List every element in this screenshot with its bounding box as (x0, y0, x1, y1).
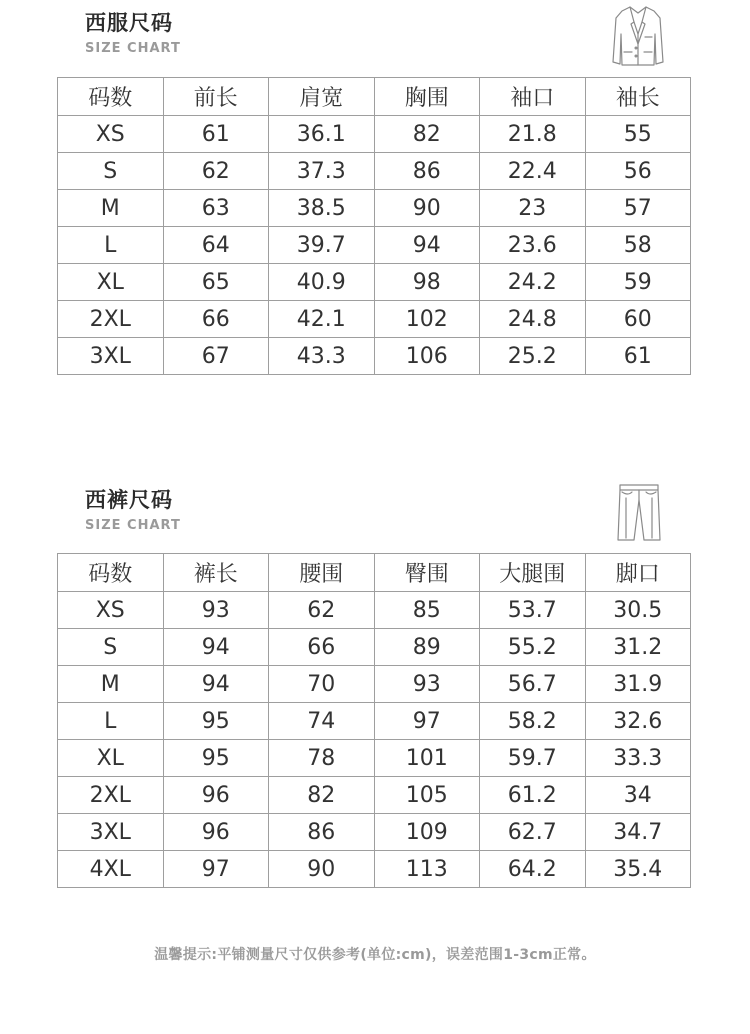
table-cell: 94 (163, 629, 269, 666)
table-row (58, 227, 691, 264)
table-cell: L (58, 703, 164, 740)
table-row (58, 814, 691, 851)
table-cell: 63 (163, 190, 269, 227)
table-cell: XL (58, 264, 164, 301)
table-cell: 85 (374, 592, 480, 629)
table-cell: 24.8 (480, 301, 586, 338)
pants-size-table (57, 553, 691, 888)
table-cell: 67 (163, 338, 269, 375)
table-cell: M (58, 190, 164, 227)
table-cell: S (58, 153, 164, 190)
table-cell: 25.2 (480, 338, 586, 375)
table-cell: 62 (163, 153, 269, 190)
table-cell: 39.7 (269, 227, 375, 264)
table-cell: 4XL (58, 851, 164, 888)
table-cell: 62.7 (480, 814, 586, 851)
table-cell: 113 (374, 851, 480, 888)
table-cell: 38.5 (269, 190, 375, 227)
table-row (58, 190, 691, 227)
table-cell: 42.1 (269, 301, 375, 338)
jacket-icon (610, 4, 666, 68)
table-cell: 33.3 (585, 740, 691, 777)
table-cell: 62 (269, 592, 375, 629)
table-header-row (58, 554, 691, 592)
table-cell: 60 (585, 301, 691, 338)
table-cell: XL (58, 740, 164, 777)
table-cell: 93 (163, 592, 269, 629)
table-cell: 106 (374, 338, 480, 375)
column-header: 大腿围 (480, 554, 586, 592)
jacket-size-table (57, 77, 691, 375)
table-row (58, 777, 691, 814)
table-cell: 55.2 (480, 629, 586, 666)
table-cell: 2XL (58, 301, 164, 338)
jacket-section-header (85, 11, 181, 57)
table-cell: 93 (374, 666, 480, 703)
table-cell: 74 (269, 703, 375, 740)
table-cell: 30.5 (585, 592, 691, 629)
table-row (58, 629, 691, 666)
table-cell: 22.4 (480, 153, 586, 190)
table-cell: 57 (585, 190, 691, 227)
table-header-row (58, 78, 691, 116)
table-cell: 53.7 (480, 592, 586, 629)
table-cell: 59 (585, 264, 691, 301)
table-cell: 102 (374, 301, 480, 338)
table-cell: 61 (163, 116, 269, 153)
table-row (58, 338, 691, 375)
pants-section-title: 西裤尺码 (85, 488, 173, 512)
table-cell: 59.7 (480, 740, 586, 777)
table-cell: 101 (374, 740, 480, 777)
table-cell: 36.1 (269, 116, 375, 153)
table-cell: M (58, 666, 164, 703)
table-cell: 58.2 (480, 703, 586, 740)
table-cell: 90 (269, 851, 375, 888)
table-cell: 86 (269, 814, 375, 851)
table-cell: 23.6 (480, 227, 586, 264)
table-cell: 37.3 (269, 153, 375, 190)
table-cell: 90 (374, 190, 480, 227)
table-row (58, 264, 691, 301)
table-cell: 2XL (58, 777, 164, 814)
table-row (58, 592, 691, 629)
table-row (58, 301, 691, 338)
table-row (58, 851, 691, 888)
table-cell: 23 (480, 190, 586, 227)
column-header: 码数 (58, 78, 164, 116)
table-row (58, 116, 691, 153)
table-cell: 40.9 (269, 264, 375, 301)
table-cell: 82 (374, 116, 480, 153)
table-cell: S (58, 629, 164, 666)
table-cell: 82 (269, 777, 375, 814)
table-cell: 56.7 (480, 666, 586, 703)
table-cell: 55 (585, 116, 691, 153)
table-cell: 86 (374, 153, 480, 190)
table-row (58, 666, 691, 703)
column-header: 袖口 (480, 78, 586, 116)
table-cell: 61.2 (480, 777, 586, 814)
column-header: 臀围 (374, 554, 480, 592)
table-cell: 96 (163, 777, 269, 814)
pants-section-subtitle: SIZE CHART (85, 518, 181, 533)
table-cell: 64.2 (480, 851, 586, 888)
table-cell: 64 (163, 227, 269, 264)
table-cell: 89 (374, 629, 480, 666)
table-row (58, 740, 691, 777)
table-cell: 43.3 (269, 338, 375, 375)
pants-section-header (85, 488, 181, 534)
table-cell: 98 (374, 264, 480, 301)
table-cell: 95 (163, 740, 269, 777)
table-cell: 109 (374, 814, 480, 851)
table-cell: 97 (163, 851, 269, 888)
table-row (58, 703, 691, 740)
table-cell: 97 (374, 703, 480, 740)
table-cell: XS (58, 116, 164, 153)
table-cell: 32.6 (585, 703, 691, 740)
column-header: 脚口 (585, 554, 691, 592)
table-cell: 70 (269, 666, 375, 703)
table-cell: 66 (163, 301, 269, 338)
table-cell: 35.4 (585, 851, 691, 888)
measurement-note: 温馨提示:平铺测量尺寸仅供参考(单位:cm)，误差范围1-3cm正常。 (154, 947, 596, 963)
table-cell: 105 (374, 777, 480, 814)
pants-icon (614, 482, 664, 542)
column-header: 裤长 (163, 554, 269, 592)
table-cell: 58 (585, 227, 691, 264)
table-cell: 61 (585, 338, 691, 375)
table-cell: 94 (163, 666, 269, 703)
table-cell: 96 (163, 814, 269, 851)
table-cell: 21.8 (480, 116, 586, 153)
table-cell: 65 (163, 264, 269, 301)
table-cell: XS (58, 592, 164, 629)
column-header: 胸围 (374, 78, 480, 116)
table-cell: 3XL (58, 338, 164, 375)
column-header: 袖长 (585, 78, 691, 116)
table-cell: 78 (269, 740, 375, 777)
column-header: 码数 (58, 554, 164, 592)
jacket-section-subtitle: SIZE CHART (85, 41, 181, 56)
table-cell: 94 (374, 227, 480, 264)
column-header: 腰围 (269, 554, 375, 592)
table-cell: 66 (269, 629, 375, 666)
table-cell: L (58, 227, 164, 264)
table-cell: 34 (585, 777, 691, 814)
column-header: 肩宽 (269, 78, 375, 116)
table-row (58, 153, 691, 190)
table-cell: 56 (585, 153, 691, 190)
table-cell: 34.7 (585, 814, 691, 851)
column-header: 前长 (163, 78, 269, 116)
table-cell: 24.2 (480, 264, 586, 301)
table-cell: 95 (163, 703, 269, 740)
table-cell: 31.9 (585, 666, 691, 703)
table-cell: 3XL (58, 814, 164, 851)
table-cell: 31.2 (585, 629, 691, 666)
jacket-section-title: 西服尺码 (85, 11, 173, 35)
